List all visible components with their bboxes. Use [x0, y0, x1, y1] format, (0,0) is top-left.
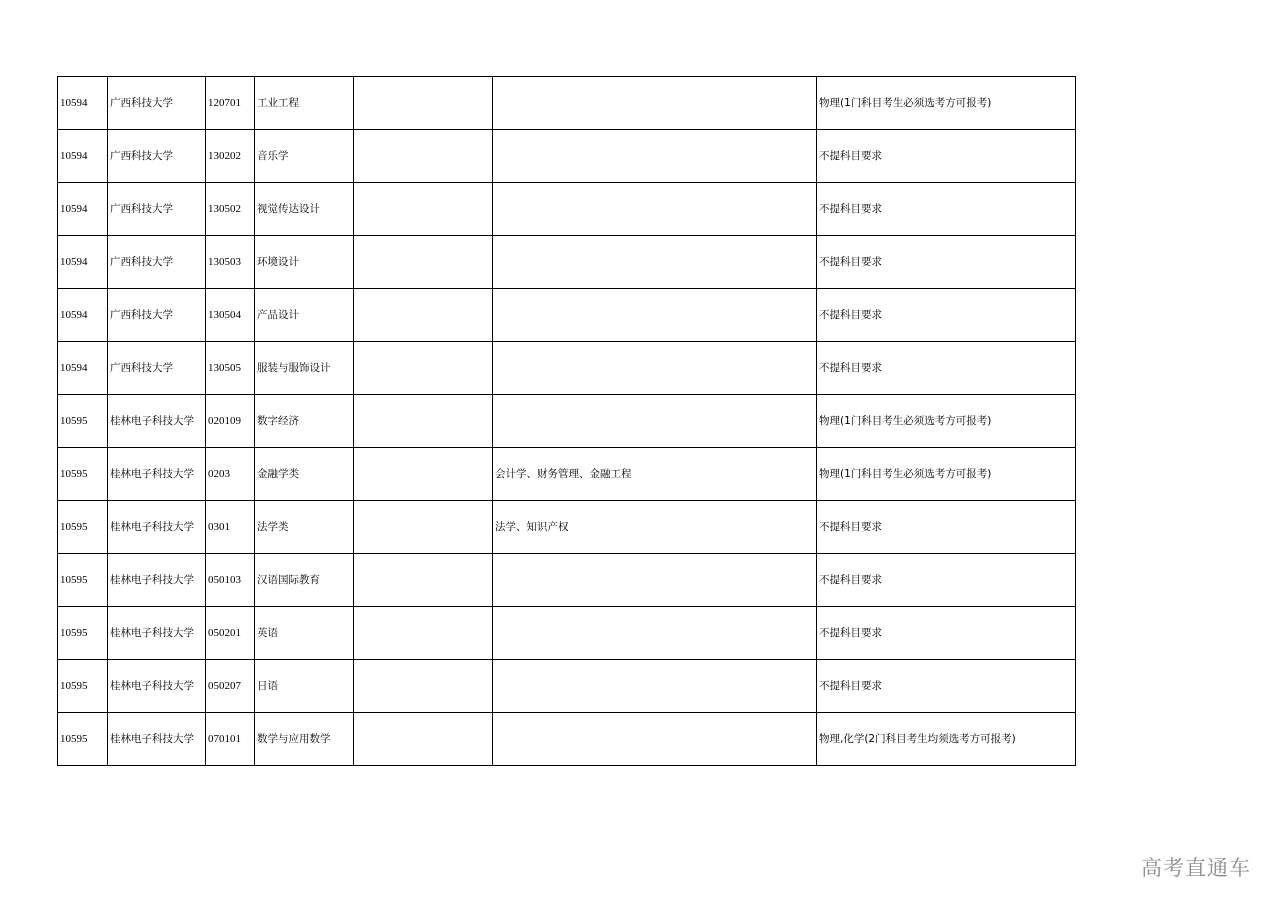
school-name-cell: 桂林电子科技大学 — [108, 395, 206, 448]
school-name-cell: 广西科技大学 — [108, 236, 206, 289]
school-name-cell: 桂林电子科技大学 — [108, 713, 206, 766]
table-row — [58, 77, 1076, 130]
included-majors-cell — [493, 660, 817, 713]
table-body — [58, 77, 1076, 766]
subject-requirement-cell: 不提科目要求 — [817, 130, 1076, 183]
blank-cell — [354, 342, 493, 395]
subject-requirement-cell: 物理(1门科目考生必须选考方可报考) — [817, 448, 1076, 501]
included-majors-cell — [493, 289, 817, 342]
table-row — [58, 289, 1076, 342]
school-code-cell: 10594 — [58, 342, 108, 395]
included-majors-cell — [493, 395, 817, 448]
table-row — [58, 554, 1076, 607]
table-row — [58, 130, 1076, 183]
school-name-cell: 桂林电子科技大学 — [108, 607, 206, 660]
blank-cell — [354, 183, 493, 236]
major-name-cell: 音乐学 — [255, 130, 354, 183]
subject-requirement-cell: 不提科目要求 — [817, 342, 1076, 395]
major-name-cell: 视觉传达设计 — [255, 183, 354, 236]
included-majors-cell — [493, 130, 817, 183]
major-name-cell: 工业工程 — [255, 77, 354, 130]
school-name-cell: 广西科技大学 — [108, 289, 206, 342]
subject-requirement-cell: 不提科目要求 — [817, 289, 1076, 342]
table-row — [58, 342, 1076, 395]
subject-requirement-cell: 不提科目要求 — [817, 236, 1076, 289]
blank-cell — [354, 130, 493, 183]
school-code-cell: 10595 — [58, 501, 108, 554]
blank-cell — [354, 660, 493, 713]
included-majors-cell — [493, 77, 817, 130]
blank-cell — [354, 77, 493, 130]
school-code-cell: 10594 — [58, 130, 108, 183]
blank-cell — [354, 448, 493, 501]
major-name-cell: 产品设计 — [255, 289, 354, 342]
included-majors-cell — [493, 342, 817, 395]
blank-cell — [354, 395, 493, 448]
school-code-cell: 10594 — [58, 77, 108, 130]
included-majors-cell — [493, 713, 817, 766]
school-code-cell: 10594 — [58, 183, 108, 236]
major-code-cell: 020109 — [206, 395, 255, 448]
major-code-cell: 120701 — [206, 77, 255, 130]
blank-cell — [354, 289, 493, 342]
watermark-text: 高考直通车 — [1141, 856, 1251, 880]
school-name-cell: 桂林电子科技大学 — [108, 448, 206, 501]
major-code-cell: 070101 — [206, 713, 255, 766]
school-name-cell: 广西科技大学 — [108, 183, 206, 236]
blank-cell — [354, 501, 493, 554]
table-row — [58, 236, 1076, 289]
subject-requirement-cell: 物理,化学(2门科目考生均须选考方可报考) — [817, 713, 1076, 766]
major-code-cell: 130505 — [206, 342, 255, 395]
subject-requirement-cell: 不提科目要求 — [817, 501, 1076, 554]
subject-requirement-cell: 物理(1门科目考生必须选考方可报考) — [817, 395, 1076, 448]
table-row — [58, 183, 1076, 236]
subject-requirement-cell: 不提科目要求 — [817, 660, 1076, 713]
major-code-cell: 130202 — [206, 130, 255, 183]
major-name-cell: 数学与应用数学 — [255, 713, 354, 766]
major-name-cell: 数字经济 — [255, 395, 354, 448]
major-code-cell: 130503 — [206, 236, 255, 289]
table-row — [58, 395, 1076, 448]
school-code-cell: 10595 — [58, 554, 108, 607]
major-code-cell: 050207 — [206, 660, 255, 713]
subject-requirement-cell: 不提科目要求 — [817, 607, 1076, 660]
school-name-cell: 广西科技大学 — [108, 342, 206, 395]
school-name-cell: 桂林电子科技大学 — [108, 501, 206, 554]
major-name-cell: 法学类 — [255, 501, 354, 554]
table-row — [58, 713, 1076, 766]
blank-cell — [354, 607, 493, 660]
included-majors-cell: 法学、知识产权 — [493, 501, 817, 554]
school-code-cell: 10595 — [58, 713, 108, 766]
school-code-cell: 10594 — [58, 236, 108, 289]
major-code-cell: 130504 — [206, 289, 255, 342]
school-code-cell: 10595 — [58, 395, 108, 448]
school-name-cell: 桂林电子科技大学 — [108, 554, 206, 607]
school-name-cell: 广西科技大学 — [108, 130, 206, 183]
school-code-cell: 10595 — [58, 660, 108, 713]
subject-requirement-cell: 不提科目要求 — [817, 554, 1076, 607]
included-majors-cell — [493, 554, 817, 607]
major-code-cell: 050201 — [206, 607, 255, 660]
major-code-cell: 0301 — [206, 501, 255, 554]
subject-requirement-cell: 物理(1门科目考生必须选考方可报考) — [817, 77, 1076, 130]
table-row — [58, 607, 1076, 660]
major-name-cell: 英语 — [255, 607, 354, 660]
major-name-cell: 环境设计 — [255, 236, 354, 289]
subject-requirements-table — [57, 76, 1076, 766]
table-row — [58, 660, 1076, 713]
included-majors-cell — [493, 236, 817, 289]
table-row — [58, 501, 1076, 554]
major-name-cell: 日语 — [255, 660, 354, 713]
subject-requirement-cell: 不提科目要求 — [817, 183, 1076, 236]
major-name-cell: 服装与服饰设计 — [255, 342, 354, 395]
included-majors-cell — [493, 607, 817, 660]
major-name-cell: 金融学类 — [255, 448, 354, 501]
school-code-cell: 10595 — [58, 607, 108, 660]
major-code-cell: 0203 — [206, 448, 255, 501]
included-majors-cell: 会计学、财务管理、金融工程 — [493, 448, 817, 501]
major-name-cell: 汉语国际教育 — [255, 554, 354, 607]
major-code-cell: 130502 — [206, 183, 255, 236]
major-code-cell: 050103 — [206, 554, 255, 607]
school-name-cell: 桂林电子科技大学 — [108, 660, 206, 713]
table-row — [58, 448, 1076, 501]
included-majors-cell — [493, 183, 817, 236]
blank-cell — [354, 554, 493, 607]
blank-cell — [354, 236, 493, 289]
school-name-cell: 广西科技大学 — [108, 77, 206, 130]
school-code-cell: 10594 — [58, 289, 108, 342]
school-code-cell: 10595 — [58, 448, 108, 501]
blank-cell — [354, 713, 493, 766]
